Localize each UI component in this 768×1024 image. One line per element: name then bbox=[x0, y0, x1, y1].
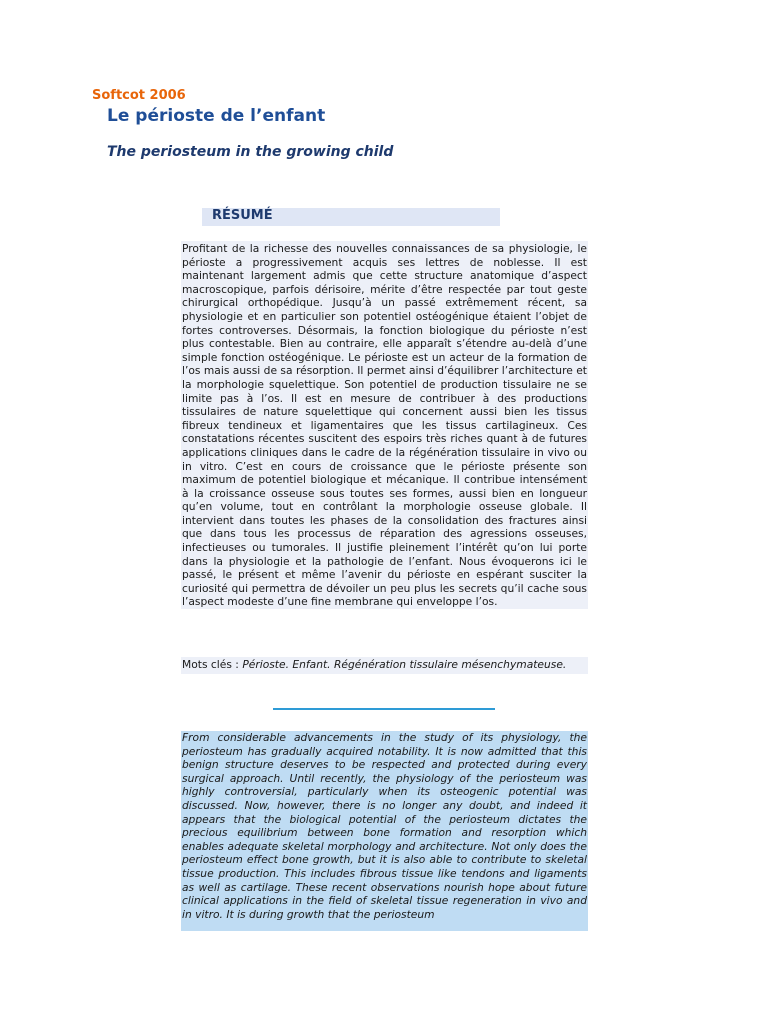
keywords bbox=[181, 657, 588, 674]
keywords-label: Mots clés : bbox=[182, 658, 239, 671]
section-divider bbox=[273, 708, 495, 710]
resume-heading: RÉSUMÉ bbox=[212, 208, 273, 223]
page-title: Le périoste de l’enfant bbox=[107, 106, 326, 126]
series-label: Softcot 2006 bbox=[92, 88, 186, 103]
keywords-list: Périoste. Enfant. Régénération tissulaire mésenchymateuse. bbox=[242, 658, 567, 671]
abstract-english: From considerable advancements in the study of its physiology, the periosteum has gradually acquired notability. It is now admitted that this benign structure deserves to be respected and protected during every surgical approach. Until recently, the physiology of the periosteum was highly controversial, particularly when its osteogenic potential was discussed. Now, however, there is no longer any doubt, and indeed it appears that the biological potential of the periosteum dictates the precious equilibrium between bone formation and resorption which enables adequate skeletal morphology and architecture. Not only does the periosteum effect bone growth, but it is also able to contribute to skeletal tissue production. This includes fibrous tissue like tendons and ligaments as well as cartilage. These recent observations nourish hope about future clinical applications in the field of skeletal tissue regeneration in vivo and in vitro. It is during growth that the periosteum bbox=[181, 731, 588, 931]
resume-heading-box bbox=[202, 208, 500, 226]
english-title: The periosteum in the growing child bbox=[107, 144, 394, 160]
abstract-french: Profitant de la richesse des nouvelles connaissances de sa physiologie, le périoste a progressivement acquis ses lettres de noblesse. Il est maintenant largement admis que cette structure anatomique d’aspect macroscopique, parfois dérisoire, mérite d’être respectée par tout geste chirurgical orthopédique. Jusqu’à un passé extrêmement récent, sa physiologie et en particulier son potentiel ostéogénique étaient l’objet de fortes controverses. Désormais, la fonction biologique du périoste n’est plus contestable. Bien au contraire, elle apparaît s’étendre au-delà d’une simple fonction ostéogénique. Le périoste est un acteur de la formation de l’os mais aussi de sa résorption. Il permet ainsi d’équilibrer l’architecture et la morphologie squelettique. Son potentiel de production tissulaire ne se limite pas à l’os. Il est en mesure de contribuer à des productions tissulaires de nature squelettique qui concernent aussi bien les tissus fibreux tendineux et ligamentaires que les tissus cartilagineux. Ces constatations récentes suscitent des espoirs très riches quant à de futures applications cliniques dans le cadre de la régénération tissulaire in vivo ou in vitro. C’est en cours de croissance que le périoste présente son maximum de potentiel biologique et mécanique. Il contribue intensément à la croissance osseuse sous toutes ses formes, aussi bien en longueur qu’en volume, tout en contrôlant la morphologie osseuse globale. Il intervient dans toutes les phases de la consolidation des fractures ainsi que dans tous les processus de réparation des agressions osseuses, infectieuses ou tumorales. Il justifie pleinement l’intérêt qu’on lui porte dans la physiologie et la pathologie de l’enfant. Nous évoquerons ici le passé, le présent et même l’avenir du périoste en espérant susciter la curiosité qui permettra de dévoiler un peu plus les secrets qu’il cache sous l’aspect modeste d’une fine membrane qui enveloppe l’os. bbox=[182, 242, 587, 609]
